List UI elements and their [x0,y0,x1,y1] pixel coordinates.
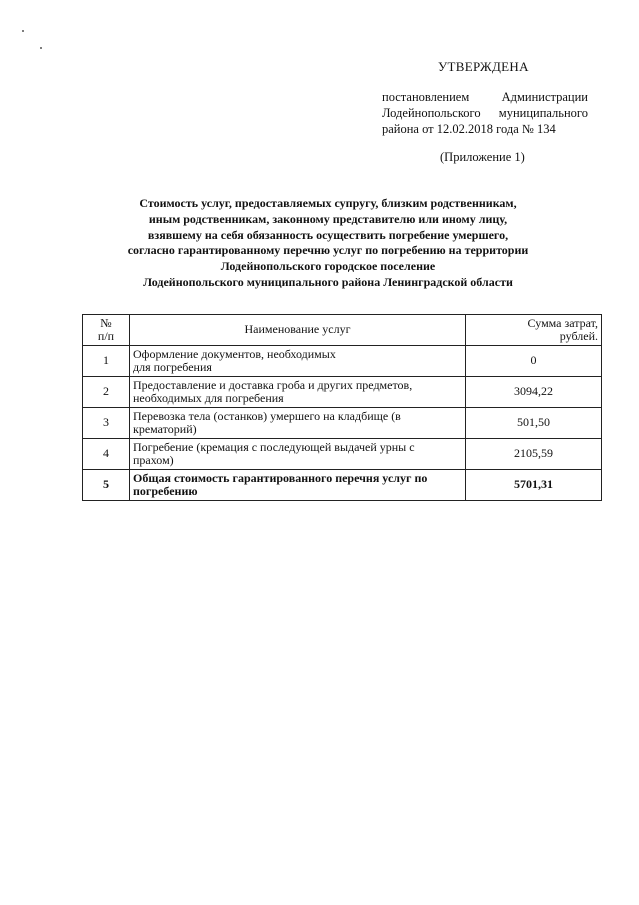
table-row [83,408,602,439]
row-cost: 501,50 [466,408,602,439]
header-service-name: Наименование услуг [130,315,466,346]
scan-speck [40,47,42,49]
table-row [83,346,602,377]
scan-speck [22,30,24,32]
row-cost: 2105,59 [466,439,602,470]
decree-line: района от 12.02.2018 года № 134 [382,122,556,136]
title-line: Стоимость услуг, предоставляемых супругу, близким родственникам, [139,196,517,210]
row-cost: 0 [466,346,602,377]
row-number: 1 [83,346,130,377]
title-line: Лодейнопольского городское поселение [220,259,436,274]
total-cost: 5701,31 [466,470,602,501]
appendix-label: (Приложение 1) [440,150,525,164]
row-service-name: Оформление документов, необходимых для погребения [130,346,466,377]
decree-reference [382,89,588,137]
services-cost-table [82,314,602,501]
decree-line: постановлением Администрации [382,90,588,104]
row-number: 3 [83,408,130,439]
approval-stamp-text: УТВЕРЖДЕНА [438,59,529,74]
total-label: Общая стоимость гарантированного перечня услуг по погребению [130,470,466,501]
table-row [83,377,602,408]
header-number: № п/п [83,315,130,346]
title-line: согласно гарантированному перечню услуг по погребению на территории [127,243,529,258]
decree-line: Лодейнопольского муниципального [382,106,588,120]
row-number: 4 [83,439,130,470]
table-total-row [83,470,602,501]
row-cost: 3094,22 [466,377,602,408]
row-service-name: Перевозка тела (останков) умершего на кладбище (в крематорий) [130,408,466,439]
table-header-row [83,315,602,346]
title-line: иным родственникам, законному представителю или иному лицу, [148,211,508,226]
title-line: Лодейнопольского муниципального района Ленинградской области [143,274,513,289]
table-row [83,439,602,470]
row-service-name: Погребение (кремация с последующей выдачей урны с прахом) [130,439,466,470]
total-number: 5 [83,470,130,501]
row-service-name: Предоставление и доставка гроба и других предметов, необходимых для погребения [130,377,466,408]
title-line: взявшему на себя обязанность осуществить погребение умершего, [147,227,509,242]
header-cost: Сумма затрат, рублей. [466,315,602,346]
row-number: 2 [83,377,130,408]
document-title [90,196,566,291]
